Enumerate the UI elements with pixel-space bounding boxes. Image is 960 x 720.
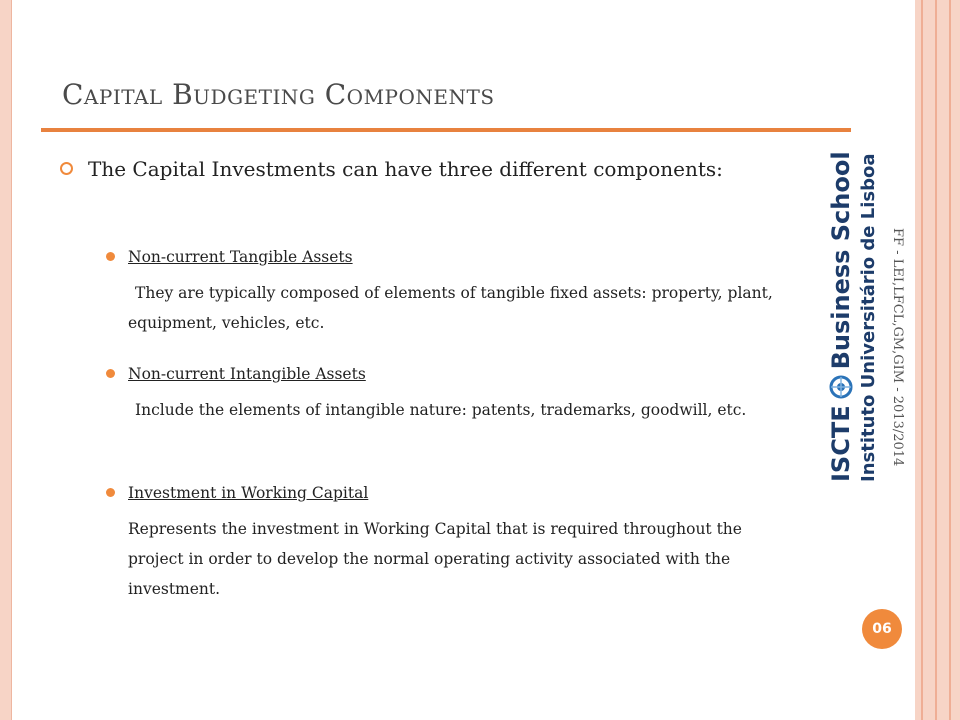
logo-word-iscte: ISCTE <box>827 405 855 482</box>
page-number-badge: 06 <box>862 609 902 649</box>
component-heading: Non-current Intangible Assets <box>128 365 366 383</box>
component-body: Include the elements of intangible nature: patents, trademarks, goodwill, etc. <box>135 401 747 419</box>
ring-bullet-icon <box>60 162 73 175</box>
logo-word-business-school: Business School <box>827 151 855 370</box>
component-item <box>108 481 798 604</box>
side-caption: FF - LEI,LFCL,GM,GIM - 2013/2014 <box>890 228 905 467</box>
iscte-logo <box>826 151 888 482</box>
component-item <box>108 362 798 425</box>
dot-bullet-icon <box>106 252 115 261</box>
component-body: They are typically composed of elements of tangible fixed assets: property, plant, equipment, vehicles, etc. <box>128 284 773 332</box>
intro-text: The Capital Investments can have three different components: <box>88 157 723 181</box>
intro-bullet <box>60 150 780 188</box>
component-heading: Investment in Working Capital <box>128 484 369 502</box>
slide-title: Capital Budgeting Components <box>62 78 495 111</box>
globe-icon <box>829 375 853 399</box>
dot-bullet-icon <box>106 488 115 497</box>
logo-subtitle: Instituto Universitário de Lisboa <box>858 153 879 482</box>
dot-bullet-icon <box>106 369 115 378</box>
component-body: Represents the investment in Working Capital that is required throughout the project in order to develop the normal operating activity associated with the investment. <box>128 520 742 598</box>
component-item <box>108 245 798 338</box>
component-heading: Non-current Tangible Assets <box>128 248 353 266</box>
